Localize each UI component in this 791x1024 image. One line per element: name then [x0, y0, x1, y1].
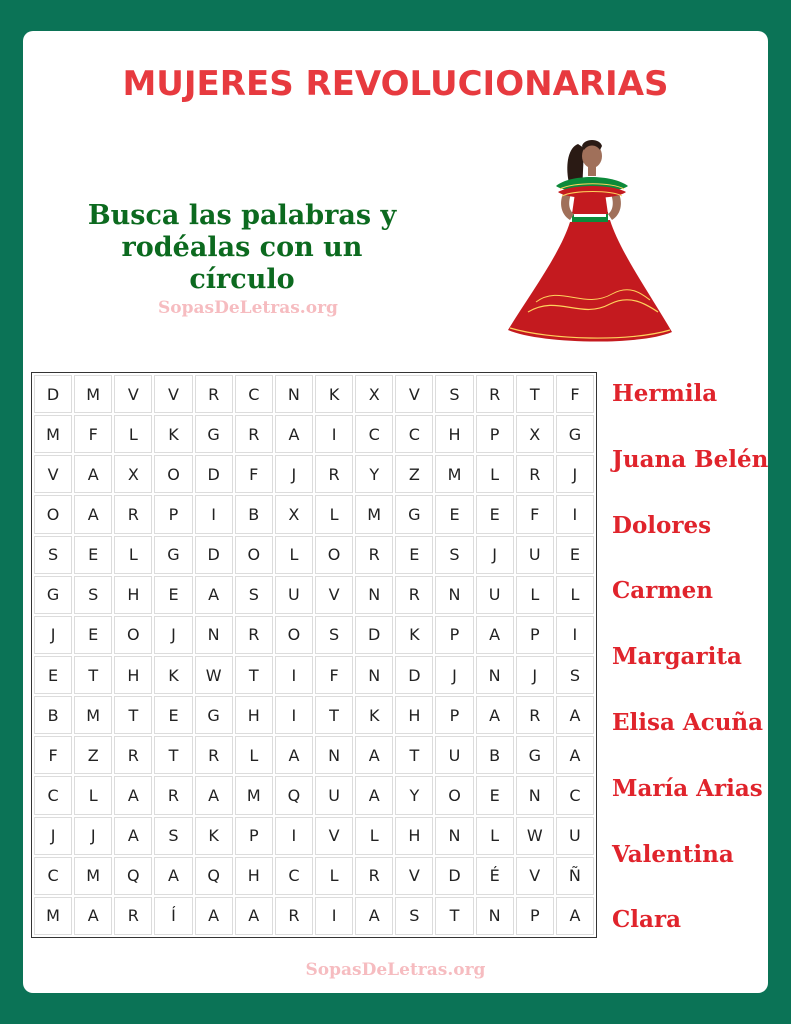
grid-cell[interactable]: R	[476, 375, 514, 413]
grid-cell[interactable]: H	[435, 415, 473, 453]
grid-cell[interactable]: E	[74, 616, 112, 654]
grid-cell[interactable]: C	[34, 857, 72, 895]
grid-cell[interactable]: W	[195, 656, 233, 694]
grid-cell[interactable]: E	[556, 536, 594, 574]
grid-cell[interactable]: J	[516, 656, 554, 694]
grid-cell[interactable]: S	[435, 375, 473, 413]
grid-cell[interactable]: A	[355, 736, 393, 774]
grid-cell[interactable]: R	[114, 495, 152, 533]
grid-cell[interactable]: F	[556, 375, 594, 413]
grid-cell[interactable]: A	[476, 616, 514, 654]
grid-cell[interactable]: E	[395, 536, 433, 574]
grid-cell[interactable]: A	[556, 897, 594, 935]
grid-cell[interactable]: S	[34, 536, 72, 574]
grid-cell[interactable]: V	[315, 576, 353, 614]
grid-cell[interactable]: I	[195, 495, 233, 533]
grid-cell[interactable]: V	[154, 375, 192, 413]
grid-cell[interactable]: E	[154, 696, 192, 734]
grid-cell[interactable]: M	[235, 776, 273, 814]
grid-cell[interactable]: A	[556, 736, 594, 774]
grid-cell[interactable]: A	[476, 696, 514, 734]
grid-cell[interactable]: R	[114, 897, 152, 935]
grid-cell[interactable]: J	[34, 817, 72, 855]
grid-cell[interactable]: L	[476, 817, 514, 855]
grid-cell[interactable]: E	[74, 536, 112, 574]
grid-cell[interactable]: A	[275, 736, 313, 774]
instructions	[72, 200, 412, 296]
grid-cell[interactable]: L	[74, 776, 112, 814]
grid-cell[interactable]: G	[516, 736, 554, 774]
grid-cell[interactable]: S	[235, 576, 273, 614]
grid-cell[interactable]: E	[476, 776, 514, 814]
grid-cell[interactable]: I	[315, 897, 353, 935]
grid-cell[interactable]: H	[395, 817, 433, 855]
grid-cell[interactable]: P	[235, 817, 273, 855]
grid-cell[interactable]: N	[476, 656, 514, 694]
grid-cell[interactable]: R	[195, 736, 233, 774]
grid-cell[interactable]: O	[154, 455, 192, 493]
grid-cell[interactable]: R	[395, 576, 433, 614]
grid-cell[interactable]: L	[114, 415, 152, 453]
grid-cell[interactable]: R	[195, 375, 233, 413]
grid-cell[interactable]: K	[195, 817, 233, 855]
grid-cell[interactable]: R	[154, 776, 192, 814]
grid-cell[interactable]: A	[556, 696, 594, 734]
grid-cell[interactable]: S	[315, 616, 353, 654]
grid-cell[interactable]: Ñ	[556, 857, 594, 895]
grid-cell[interactable]: U	[556, 817, 594, 855]
grid-cell[interactable]: A	[195, 776, 233, 814]
grid-cell[interactable]: F	[315, 656, 353, 694]
grid-cell[interactable]: L	[476, 455, 514, 493]
grid-cell[interactable]: M	[34, 897, 72, 935]
grid-cell[interactable]: Q	[195, 857, 233, 895]
grid-cell[interactable]: T	[235, 656, 273, 694]
grid-cell[interactable]: F	[74, 415, 112, 453]
grid-cell[interactable]: T	[315, 696, 353, 734]
grid-cell[interactable]: L	[355, 817, 393, 855]
grid-cell[interactable]: X	[516, 415, 554, 453]
grid-cell[interactable]: K	[154, 656, 192, 694]
grid-cell[interactable]: V	[516, 857, 554, 895]
grid-cell[interactable]: N	[435, 576, 473, 614]
grid-cell[interactable]: K	[154, 415, 192, 453]
grid-cell[interactable]: N	[195, 616, 233, 654]
grid-cell[interactable]: P	[435, 616, 473, 654]
grid-cell[interactable]: L	[315, 495, 353, 533]
grid-cell[interactable]: Q	[275, 776, 313, 814]
grid-cell[interactable]: R	[315, 455, 353, 493]
grid-cell[interactable]: I	[556, 616, 594, 654]
grid-cell[interactable]: T	[516, 375, 554, 413]
word-list-item: Margarita	[612, 643, 742, 671]
grid-cell[interactable]: N	[275, 375, 313, 413]
grid-cell[interactable]: O	[34, 495, 72, 533]
grid-cell[interactable]: R	[235, 616, 273, 654]
grid-cell[interactable]: P	[516, 616, 554, 654]
word-list-item: Clara	[612, 906, 681, 934]
grid-cell[interactable]: K	[355, 696, 393, 734]
grid-cell[interactable]: Í	[154, 897, 192, 935]
grid-cell[interactable]: P	[435, 696, 473, 734]
grid-cell[interactable]: I	[556, 495, 594, 533]
grid-cell[interactable]: N	[516, 776, 554, 814]
grid-cell[interactable]: G	[395, 495, 433, 533]
grid-cell[interactable]: J	[74, 817, 112, 855]
grid-cell[interactable]: R	[114, 736, 152, 774]
grid-cell[interactable]: T	[395, 736, 433, 774]
grid-cell[interactable]: C	[235, 375, 273, 413]
grid-cell[interactable]: G	[154, 536, 192, 574]
grid-cell[interactable]: M	[355, 495, 393, 533]
grid-cell[interactable]: E	[476, 495, 514, 533]
grid-cell[interactable]: V	[315, 817, 353, 855]
grid-cell[interactable]: P	[476, 415, 514, 453]
grid-cell[interactable]: I	[315, 415, 353, 453]
grid-cell[interactable]: D	[195, 536, 233, 574]
grid-cell[interactable]: A	[74, 495, 112, 533]
word-list-item: Dolores	[612, 511, 712, 539]
grid-cell[interactable]: V	[34, 455, 72, 493]
grid-cell[interactable]: M	[74, 375, 112, 413]
grid-cell[interactable]: A	[355, 776, 393, 814]
grid-cell[interactable]: R	[235, 415, 273, 453]
grid-cell[interactable]: N	[315, 736, 353, 774]
grid-cell[interactable]: V	[395, 857, 433, 895]
grid-cell[interactable]: G	[34, 576, 72, 614]
grid-cell[interactable]: B	[34, 696, 72, 734]
grid-cell[interactable]: M	[34, 415, 72, 453]
grid-cell[interactable]: C	[34, 776, 72, 814]
grid-cell[interactable]: D	[355, 616, 393, 654]
grid-cell[interactable]: U	[315, 776, 353, 814]
grid-cell[interactable]: F	[235, 455, 273, 493]
woman-in-red-dress-illustration	[500, 134, 680, 346]
grid-cell[interactable]: E	[34, 656, 72, 694]
grid-cell[interactable]: D	[195, 455, 233, 493]
grid-cell[interactable]: S	[154, 817, 192, 855]
grid-cell[interactable]: V	[395, 375, 433, 413]
grid-cell[interactable]: I	[275, 656, 313, 694]
grid-cell[interactable]: A	[74, 455, 112, 493]
grid-cell[interactable]: F	[516, 495, 554, 533]
grid-cell[interactable]: L	[114, 536, 152, 574]
grid-cell[interactable]: C	[355, 415, 393, 453]
grid-cell[interactable]: T	[154, 736, 192, 774]
grid-cell[interactable]: F	[34, 736, 72, 774]
grid-cell[interactable]: R	[355, 857, 393, 895]
grid-cell[interactable]: É	[476, 857, 514, 895]
grid-cell[interactable]: R	[275, 897, 313, 935]
word-list-item: María Arias	[612, 774, 763, 802]
grid-cell[interactable]: Z	[395, 455, 433, 493]
grid-cell[interactable]: V	[114, 375, 152, 413]
grid-cell[interactable]: A	[114, 817, 152, 855]
grid-cell[interactable]: S	[556, 656, 594, 694]
grid-cell[interactable]: X	[114, 455, 152, 493]
grid-cell[interactable]: H	[235, 696, 273, 734]
watermark-top: SopasDeLetras.org	[158, 298, 338, 318]
grid-cell[interactable]: L	[516, 576, 554, 614]
grid-cell[interactable]: G	[195, 415, 233, 453]
grid-cell[interactable]: H	[114, 656, 152, 694]
grid-cell[interactable]: J	[556, 455, 594, 493]
grid-cell[interactable]: U	[516, 536, 554, 574]
grid-cell[interactable]: M	[74, 857, 112, 895]
grid-cell[interactable]: P	[154, 495, 192, 533]
grid-cell[interactable]: P	[516, 897, 554, 935]
grid-cell[interactable]: M	[74, 696, 112, 734]
grid-cell[interactable]: O	[435, 776, 473, 814]
grid-cell[interactable]: S	[395, 897, 433, 935]
grid-cell[interactable]: B	[476, 736, 514, 774]
grid-cell[interactable]: N	[476, 897, 514, 935]
grid-cell[interactable]: N	[435, 817, 473, 855]
grid-cell[interactable]: G	[195, 696, 233, 734]
grid-cell[interactable]: S	[435, 536, 473, 574]
grid-cell[interactable]: Q	[114, 857, 152, 895]
grid-cell[interactable]: A	[154, 857, 192, 895]
grid-cell[interactable]: C	[395, 415, 433, 453]
grid-cell[interactable]: U	[275, 576, 313, 614]
grid-cell[interactable]: T	[435, 897, 473, 935]
word-list-item: Valentina	[612, 840, 734, 868]
grid-cell[interactable]: A	[195, 576, 233, 614]
grid-cell[interactable]: H	[235, 857, 273, 895]
grid-cell[interactable]: N	[355, 576, 393, 614]
grid-cell[interactable]: E	[154, 576, 192, 614]
grid-cell[interactable]: H	[395, 696, 433, 734]
grid-cell[interactable]: J	[275, 455, 313, 493]
letter-grid	[31, 372, 597, 938]
grid-cell[interactable]: T	[114, 696, 152, 734]
grid-cell[interactable]: Y	[395, 776, 433, 814]
grid-cell[interactable]: U	[476, 576, 514, 614]
grid-cell[interactable]: R	[516, 455, 554, 493]
watermark-bottom: SopasDeLetras.org	[305, 960, 486, 980]
grid-cell[interactable]: O	[114, 616, 152, 654]
grid-cell[interactable]: D	[395, 656, 433, 694]
grid-cell[interactable]: O	[315, 536, 353, 574]
grid-cell[interactable]: K	[395, 616, 433, 654]
grid-cell[interactable]: J	[476, 536, 514, 574]
grid-cell[interactable]: L	[275, 536, 313, 574]
grid-cell[interactable]: A	[114, 776, 152, 814]
grid-cell[interactable]: E	[435, 495, 473, 533]
grid-cell[interactable]: W	[516, 817, 554, 855]
grid-cell[interactable]: S	[74, 576, 112, 614]
grid-cell[interactable]: Y	[355, 455, 393, 493]
grid-cell[interactable]: H	[114, 576, 152, 614]
word-list-item: Juana Belén	[612, 445, 769, 473]
grid-cell[interactable]: T	[74, 656, 112, 694]
instructions-line-1: Busca las palabras y	[87, 200, 397, 231]
grid-cell[interactable]: R	[516, 696, 554, 734]
grid-cell[interactable]: A	[74, 897, 112, 935]
grid-cell[interactable]: A	[235, 897, 273, 935]
grid-cell[interactable]: A	[275, 415, 313, 453]
instructions-line-2: rodéalas con un círculo	[121, 232, 363, 295]
grid-cell[interactable]: X	[275, 495, 313, 533]
grid-cell[interactable]: C	[556, 776, 594, 814]
grid-cell[interactable]: U	[435, 736, 473, 774]
grid-cell[interactable]: O	[275, 616, 313, 654]
word-list-item: Elisa Acuña	[612, 709, 764, 736]
grid-cell[interactable]: I	[275, 696, 313, 734]
grid-cell[interactable]: L	[235, 736, 273, 774]
word-list-item: Carmen	[612, 577, 714, 605]
grid-cell[interactable]: R	[355, 536, 393, 574]
grid-cell[interactable]: C	[275, 857, 313, 895]
grid-cell[interactable]: D	[435, 857, 473, 895]
grid-cell[interactable]: G	[556, 415, 594, 453]
grid-cell[interactable]: M	[435, 455, 473, 493]
grid-cell[interactable]: N	[355, 656, 393, 694]
grid-cell[interactable]: K	[315, 375, 353, 413]
grid-cell[interactable]: J	[435, 656, 473, 694]
grid-cell[interactable]: X	[355, 375, 393, 413]
grid-cell[interactable]: J	[34, 616, 72, 654]
grid-cell[interactable]: A	[355, 897, 393, 935]
grid-cell[interactable]: L	[315, 857, 353, 895]
grid-cell[interactable]: Z	[74, 736, 112, 774]
grid-cell[interactable]: B	[235, 495, 273, 533]
grid-cell[interactable]: A	[195, 897, 233, 935]
grid-cell[interactable]: I	[275, 817, 313, 855]
word-list-item: Hermila	[612, 380, 718, 407]
grid-cell[interactable]: D	[34, 375, 72, 413]
grid-cell[interactable]: J	[154, 616, 192, 654]
page-title: MUJERES REVOLUCIONARIAS	[122, 64, 669, 104]
grid-cell[interactable]: O	[235, 536, 273, 574]
grid-cell[interactable]: L	[556, 576, 594, 614]
